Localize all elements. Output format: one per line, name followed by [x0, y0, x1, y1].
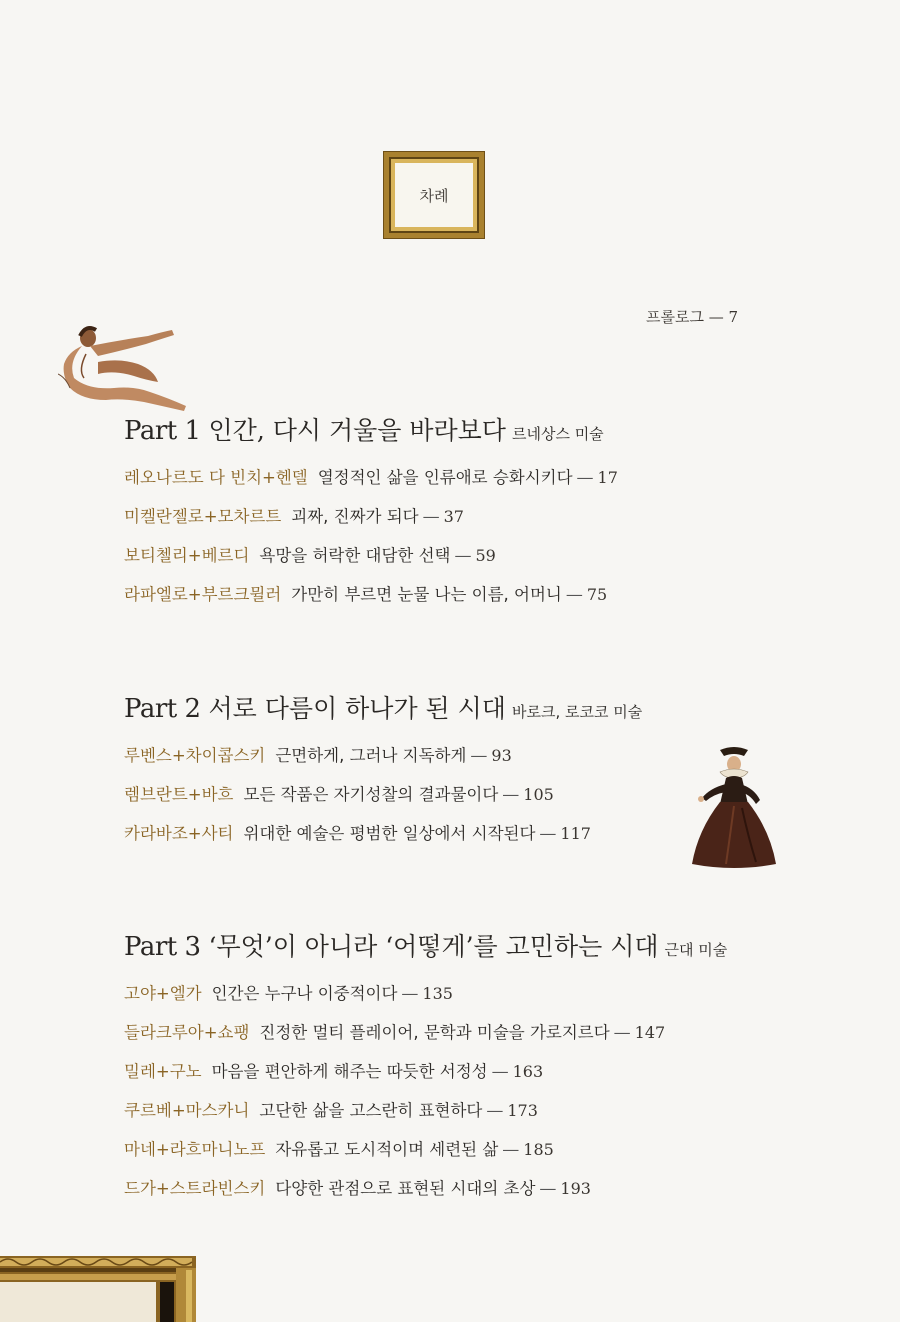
- entry-description: 인간은 누구나 이중적이다: [211, 984, 398, 1003]
- part-1-heading[interactable]: [124, 418, 618, 444]
- entry-page: 173: [507, 1101, 538, 1120]
- part-2-heading[interactable]: [124, 696, 642, 722]
- entry-description: 근면하게, 그러나 지독하게: [275, 746, 467, 765]
- entry-description: 가만히 부르면 눈물 나는 이름, 어머니: [291, 585, 562, 604]
- part-number: Part 2: [124, 694, 201, 724]
- entry-artists: 루벤스+차이콥스키: [124, 746, 266, 765]
- entry-dash: —: [401, 984, 419, 1004]
- part-title: ‘무엇’이 아니라 ‘어떻게’를 고민하는 시대: [208, 932, 659, 961]
- entry-description: 자유롭고 도시적이며 세련된 삶: [275, 1140, 499, 1159]
- part-number: Part 1: [124, 416, 201, 446]
- part-number: Part 3: [124, 932, 201, 962]
- entry-dash: —: [539, 1179, 557, 1199]
- entry-page: 193: [560, 1179, 591, 1198]
- entry-dash: —: [486, 1101, 504, 1121]
- entry-page: 105: [523, 785, 554, 804]
- entry-description: 괴짜, 진짜가 되다: [291, 507, 419, 526]
- entry-dash: —: [454, 546, 472, 566]
- toc-entry[interactable]: [124, 1091, 727, 1130]
- entry-dash: —: [565, 585, 583, 605]
- toc-entry[interactable]: [124, 775, 642, 814]
- entry-artists: 보티첼리+베르디: [124, 546, 250, 565]
- entry-page: 117: [560, 824, 591, 843]
- adam-figure-icon: [58, 318, 194, 414]
- entry-dash: —: [613, 1023, 631, 1043]
- toc-entry[interactable]: [124, 1013, 727, 1052]
- contents-title-frame: [384, 152, 484, 238]
- toc-entry[interactable]: [124, 1169, 727, 1208]
- entry-description: 모든 작품은 자기성찰의 결과물이다: [243, 785, 499, 804]
- entry-artists: 드가+스트라빈스키: [124, 1179, 266, 1198]
- entry-page: 93: [491, 746, 512, 765]
- toc-entry[interactable]: [124, 1130, 727, 1169]
- entry-page: 75: [586, 585, 608, 604]
- entry-artists: 카라바조+사티: [124, 824, 234, 843]
- toc-entry[interactable]: [124, 458, 618, 497]
- part-era: 바로크, 로코코 미술: [511, 703, 643, 721]
- part-era: 근대 미술: [664, 941, 728, 959]
- entry-page: 185: [523, 1140, 554, 1159]
- part-2-section: [124, 696, 642, 853]
- entry-artists: 쿠르베+마스카니: [124, 1101, 250, 1120]
- entry-page: 37: [443, 507, 464, 526]
- entry-description: 진정한 멀티 플레이어, 문학과 미술을 가로지르다: [259, 1023, 610, 1042]
- entry-description: 다양한 관점으로 표현된 시대의 초상: [275, 1179, 536, 1198]
- prologue-entry[interactable]: [646, 306, 738, 327]
- entry-artists: 밀레+구노: [124, 1062, 202, 1081]
- entry-page: 59: [475, 546, 496, 565]
- prologue-page: 7: [728, 308, 739, 326]
- entry-dash: —: [502, 785, 520, 805]
- entry-artists: 라파엘로+부르크뮐러: [124, 585, 282, 604]
- gilded-frame-corner: [0, 1256, 196, 1322]
- entry-page: 135: [422, 984, 453, 1003]
- part-era: 르네상스 미술: [511, 425, 604, 443]
- entry-dash: —: [576, 468, 594, 488]
- lady-portrait-icon: [690, 744, 780, 872]
- entry-description: 열정적인 삶을 인류애로 승화시키다: [317, 468, 573, 487]
- toc-entry[interactable]: [124, 814, 642, 853]
- entry-description: 욕망을 허락한 대담한 선택: [259, 546, 451, 565]
- entry-dash: —: [422, 507, 440, 527]
- part-3-heading[interactable]: [124, 934, 727, 960]
- prologue-label: 프롤로그: [646, 308, 704, 326]
- toc-entry[interactable]: [124, 575, 618, 614]
- part-1-section: [124, 418, 618, 614]
- part-title: 인간, 다시 거울을 바라보다: [208, 416, 506, 445]
- entry-artists: 고야+엘가: [124, 984, 202, 1003]
- entry-artists: 렘브란트+바흐: [124, 785, 234, 804]
- entry-artists: 레오나르도 다 빈치+헨델: [124, 468, 308, 487]
- entry-description: 위대한 예술은 평범한 일상에서 시작된다: [243, 824, 536, 843]
- entry-page: 17: [597, 468, 618, 487]
- entry-page: 147: [634, 1023, 666, 1042]
- entry-dash: —: [491, 1062, 509, 1082]
- contents-title: 차례: [419, 186, 449, 205]
- part-title: 서로 다름이 하나가 된 시대: [208, 694, 506, 723]
- entry-dash: —: [502, 1140, 520, 1160]
- entry-page: 163: [512, 1062, 544, 1081]
- entry-dash: —: [539, 824, 557, 844]
- entry-artists: 미켈란젤로+모차르트: [124, 507, 282, 526]
- toc-entry[interactable]: [124, 497, 618, 536]
- toc-entry[interactable]: [124, 536, 618, 575]
- toc-entry[interactable]: [124, 1052, 727, 1091]
- part-3-section: [124, 934, 727, 1208]
- entry-dash: —: [708, 308, 724, 326]
- toc-entry[interactable]: [124, 974, 727, 1013]
- entry-description: 고단한 삶을 고스란히 표현하다: [259, 1101, 483, 1120]
- entry-artists: 들라크루아+쇼팽: [124, 1023, 250, 1042]
- entry-artists: 마네+라흐마니노프: [124, 1140, 266, 1159]
- toc-entry[interactable]: [124, 736, 642, 775]
- entry-dash: —: [470, 746, 488, 766]
- entry-description: 마음을 편안하게 해주는 따듯한 서정성: [211, 1062, 488, 1081]
